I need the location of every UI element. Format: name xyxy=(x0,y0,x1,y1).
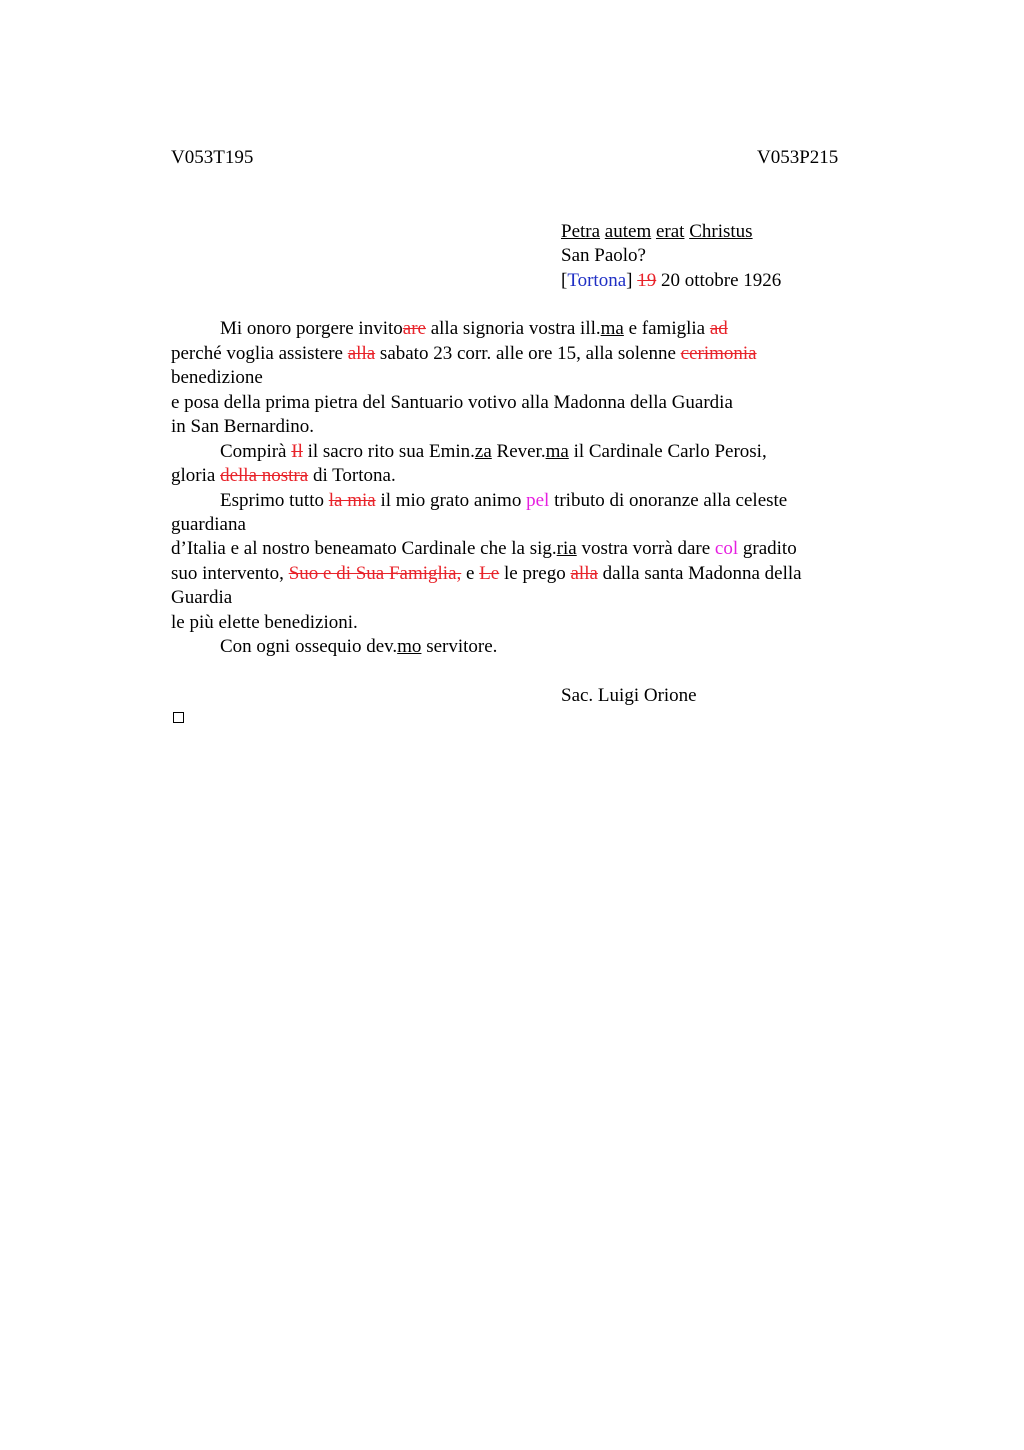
body-line: suo intervento, Suo e di Sua Famiglia, e Le le prego alla dalla santa Madonna della xyxy=(171,563,802,584)
body-line: e posa della prima pietra del Santuario votivo alla Madonna della Guardia xyxy=(171,392,733,413)
deleted-text: Il xyxy=(291,441,303,462)
letter-date: 20 ottobre 1926 xyxy=(660,270,782,291)
place-name: Tortona xyxy=(567,270,627,291)
deleted-text: are xyxy=(402,318,426,339)
deleted-text: cerimonia xyxy=(680,343,757,364)
body-line: guardiana xyxy=(171,514,246,535)
motto-word: Petra xyxy=(561,221,601,242)
deleted-text: 19 xyxy=(637,270,657,291)
bracket: [ xyxy=(561,270,568,291)
inserted-text: col xyxy=(714,538,739,559)
deleted-text: Suo e di Sua Famiglia, xyxy=(288,563,462,584)
body-line: le più elette benedizioni. xyxy=(171,612,358,633)
body-line: Guardia xyxy=(171,587,233,608)
body-line: Mi onoro porgere invitoare alla signoria vostra ill.ma e famiglia ad xyxy=(220,318,728,339)
motto-word: Christus xyxy=(689,221,753,242)
deleted-text: Le xyxy=(479,563,500,584)
deleted-text: della nostra xyxy=(220,465,309,486)
deleted-text: ad xyxy=(709,318,728,339)
motto xyxy=(561,220,753,244)
bracket: ] xyxy=(626,270,633,291)
body-line: perché voglia assistere alla sabato 23 corr. alle ore 15, alla solenne cerimonia xyxy=(171,343,757,364)
deleted-text: la mia xyxy=(328,490,376,511)
motto-word: autem xyxy=(604,221,652,242)
document-code-left: V053T195 xyxy=(171,147,254,168)
deleted-text: alla xyxy=(570,563,598,584)
date-line xyxy=(561,269,781,293)
deleted-text: alla xyxy=(347,343,376,364)
body-line: benedizione xyxy=(171,367,263,388)
motto-word: erat xyxy=(655,221,685,242)
body-line: in San Bernardino. xyxy=(171,416,315,437)
body-line: Esprimo tutto la mia il mio grato animo pel tributo di onoranze alla celeste xyxy=(220,490,788,511)
closing-line: Con ogni ossequio dev.mo servitore. xyxy=(220,636,498,657)
motto-attribution: San Paolo? xyxy=(561,245,646,266)
signature: Sac. Luigi Orione xyxy=(561,685,697,706)
document-code-right: V053P215 xyxy=(757,147,839,168)
body-line: gloria della nostra di Tortona. xyxy=(171,465,396,486)
body-line: Compirà Il il sacro rito sua Emin.za Rever.ma il Cardinale Carlo Perosi, xyxy=(220,441,767,462)
body-line: d’Italia e al nostro beneamato Cardinale che la sig.ria vostra vorrà dare col gradito xyxy=(171,538,797,559)
square-marker-icon xyxy=(173,712,184,723)
inserted-text: pel xyxy=(526,490,550,511)
